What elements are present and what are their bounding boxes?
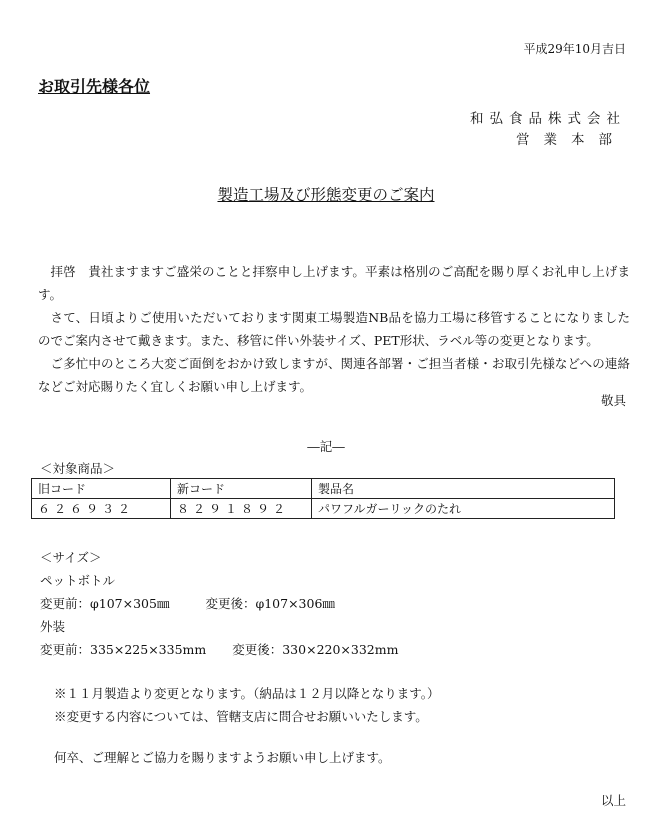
column-header-product-name: 製品名 <box>312 479 615 499</box>
table-row <box>32 499 615 519</box>
note-contact: ※変更する内容については、管轄支店に問合せお願いいたします。 <box>54 709 428 724</box>
recipient: お取引先様各位 <box>38 77 151 96</box>
company-name: 和弘食品株式会社 <box>470 111 626 127</box>
ki-heading: ―記― <box>307 439 345 454</box>
paragraph-greeting: 拝啓 貴社ますますご盛栄のことと拝察申し上げます。平素は格別のご高配を賜り厚くお礼申し上げます。 <box>38 264 630 302</box>
paragraph-notice: さて、日頃よりご使用いただいております関東工場製造NB品を協力工場に移管することになりましたのでご案内させて戴きます。また、移管に伴い外装サイズ、PET形状、ラベル等の変更となります。 <box>38 310 630 348</box>
closing-request: 何卒、ご理解とご協力を賜りますようお願い申し上げます。 <box>54 750 391 765</box>
outer-label: 外装 <box>40 619 66 634</box>
outer-before: 変更前：335×225×335mm <box>40 642 207 657</box>
table-header-row <box>32 479 615 499</box>
document-title: 製造工場及び形態変更のご案内 <box>217 186 435 204</box>
pet-after: 変更後：φ107×306㎜ <box>205 596 335 611</box>
column-header-old-code: 旧コード <box>32 479 171 499</box>
pet-label: ペットボトル <box>40 573 116 588</box>
department-name: 営業本部 <box>516 132 626 148</box>
column-header-new-code: 新コード <box>171 479 312 499</box>
note-production: ※１１月製造より変更となります。（納品は１２月以降となります。） <box>54 686 440 701</box>
product-name-cell: パワフルガーリックのたれ <box>312 499 615 519</box>
document-date: 平成29年10月吉日 <box>523 42 626 56</box>
outer-after: 変更後：330×220×332mm <box>232 642 399 657</box>
outer-change-row <box>40 640 398 658</box>
pet-before: 変更前：φ107×305㎜ <box>40 596 170 611</box>
products-heading: ＜対象商品＞ <box>40 461 116 476</box>
closing-ijou: 以上 <box>600 793 626 808</box>
old-code-cell: ６２６９３２ <box>32 499 171 519</box>
products-table <box>31 478 615 519</box>
size-heading: ＜サイズ＞ <box>40 550 102 565</box>
document-title-wrapper <box>0 183 652 205</box>
new-code-cell: ８２９１８９２ <box>171 499 312 519</box>
paragraph-request: ご多忙中のところ大変ご面倒をおかけ致しますが、関連各部署・ご担当者様・お取引先様などへの連絡などご対応賜りたく宜しくお願い申し上げます。 <box>38 356 630 394</box>
pet-change-row <box>40 594 335 612</box>
closing-keigu: 敬具 <box>600 393 626 408</box>
letter-body <box>38 260 630 398</box>
